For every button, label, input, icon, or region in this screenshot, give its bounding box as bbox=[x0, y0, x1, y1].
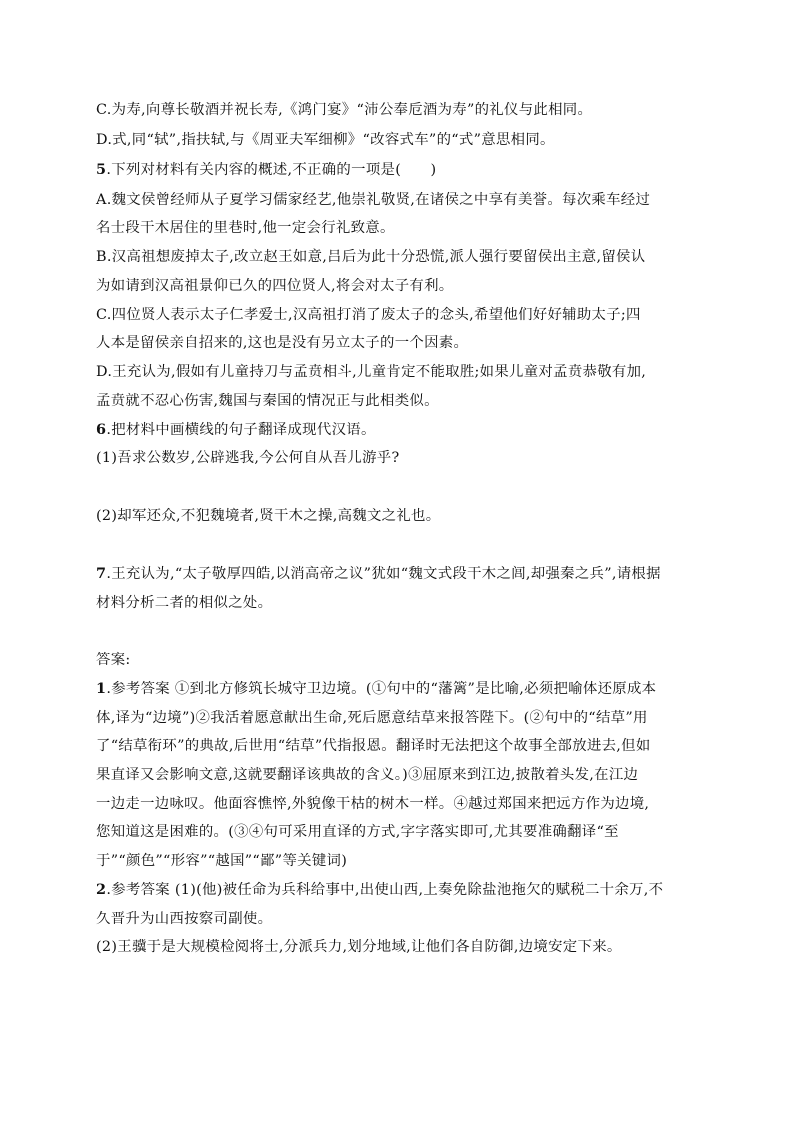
q5-option-a-line-1: A.魏文侯曾经师从子夏学习儒家经艺,他崇礼敬贤,在诸侯之中享有美誉。每次乘车经过 bbox=[96, 192, 651, 208]
answer-1-line-1 bbox=[96, 680, 696, 698]
answer-2-text: .参考答案 (1)(他)被任命为兵科给事中,出使山西,上奏免除盐池拖欠的赋税二十余万,不 bbox=[106, 882, 664, 898]
answer-2-line-1 bbox=[96, 881, 696, 899]
q5-option-c-line-1: C.四位贤人表示太子仁孝爱士,汉高祖打消了废太子的念头,希望他们好好辅助太子;四 bbox=[96, 307, 641, 323]
question-7-text: .王充认为,“太子敬厚四皓,以消高帝之议”犹如“魏文式段干木之闾,却强秦之兵”,请根据 bbox=[106, 566, 661, 582]
question-7-line-2: 材料分析二者的相似之处。 bbox=[96, 595, 273, 611]
question-6-stem bbox=[96, 421, 696, 439]
answer-1-line-3: 了“结草衔环”的典故,后世用“结草”代指报恩。翻译时无法把这个故事全部放进去,但如 bbox=[96, 738, 651, 754]
question-6-text: .把材料中画横线的句子翻译成现代汉语。 bbox=[106, 422, 376, 438]
answer-2-number: 2 bbox=[96, 881, 107, 898]
question-7-line-1 bbox=[96, 565, 696, 583]
answer-1-line-5: 一边走一边咏叹。他面容憔悴,外貌像干枯的树木一样。④越过郑国来把远方作为边境, bbox=[96, 796, 650, 812]
answer-1-line-2: 体,译为“边境”)②我活着愿意献出生命,死后愿意结草来报答陛下。(②句中的“结草”用 bbox=[96, 710, 648, 726]
q5-option-b-line-1: B.汉高祖想废掉太子,改立赵王如意,吕后为此十分恐慌,派人强行要留侯出主意,留侯认 bbox=[96, 249, 646, 265]
answer-1-line-4: 果直译又会影响文意,这就要翻译该典故的含义。)③屈原来到江边,披散着头发,在江边 bbox=[96, 767, 639, 783]
answers-heading: 答案: bbox=[96, 652, 131, 668]
question-5-text: .下列对材料有关内容的概述,不正确的一项是( ) bbox=[106, 162, 437, 178]
question-5-number: 5 bbox=[96, 161, 107, 178]
question-6-number: 6 bbox=[96, 421, 107, 438]
answer-1-number: 1 bbox=[96, 680, 107, 697]
q5-option-b-line-2: 为如请到汉高祖景仰已久的四位贤人,将会对太子有利。 bbox=[96, 278, 454, 294]
q5-option-a-line-2: 名士段干木居住的里巷时,他一定会行礼致意。 bbox=[96, 220, 395, 236]
q5-option-d-line-1: D.王充认为,假如有儿童持刀与孟贲相斗,儿童肯定不能取胜;如果儿童对孟贲恭敬有加, bbox=[96, 364, 647, 380]
q5-option-c-line-2: 人本是留侯亲自招来的,这也是没有另立太子的一个因素。 bbox=[96, 335, 469, 351]
answer-1-text: .参考答案 ①到北方修筑长城守卫边境。(①句中的“藩篱”是比喻,必须把喻体还原成本 bbox=[106, 681, 657, 697]
answer-2-line-3: (2)王骥于是大规模检阅将士,分派兵力,划分地域,让他们各自防御,边境安定下来。 bbox=[96, 939, 622, 955]
answer-1-line-6: 您知道这是困难的。(③④句可采用直译的方式,字字落实即可,尤其要准确翻译“至 bbox=[96, 824, 619, 840]
question-6-sub-2: (2)却军还众,不犯魏境者,贤干木之操,高魏文之礼也。 bbox=[96, 508, 441, 524]
option-d-line: D.式,同“轼”,指扶轼,与《周亚夫军细柳》“改容式车”的“式”意思相同。 bbox=[96, 132, 555, 148]
answer-2-line-2: 久晋升为山西按察司副使。 bbox=[96, 911, 273, 927]
option-c-line: C.为寿,向尊长敬酒并祝长寿,《鸿门宴》“沛公奉卮酒为寿”的礼仪与此相同。 bbox=[96, 102, 593, 118]
question-7-number: 7 bbox=[96, 565, 107, 582]
answer-1-line-7: 于”“颜色”“形容”“越国”“鄙”等关键词) bbox=[96, 853, 348, 869]
q5-option-d-line-2: 孟贲就不忍心伤害,魏国与秦国的情况正与此相类似。 bbox=[96, 393, 439, 409]
question-6-sub-1: (1)吾求公数岁,公辟逃我,今公何自从吾儿游乎? bbox=[96, 450, 400, 466]
question-5-stem bbox=[96, 161, 696, 179]
